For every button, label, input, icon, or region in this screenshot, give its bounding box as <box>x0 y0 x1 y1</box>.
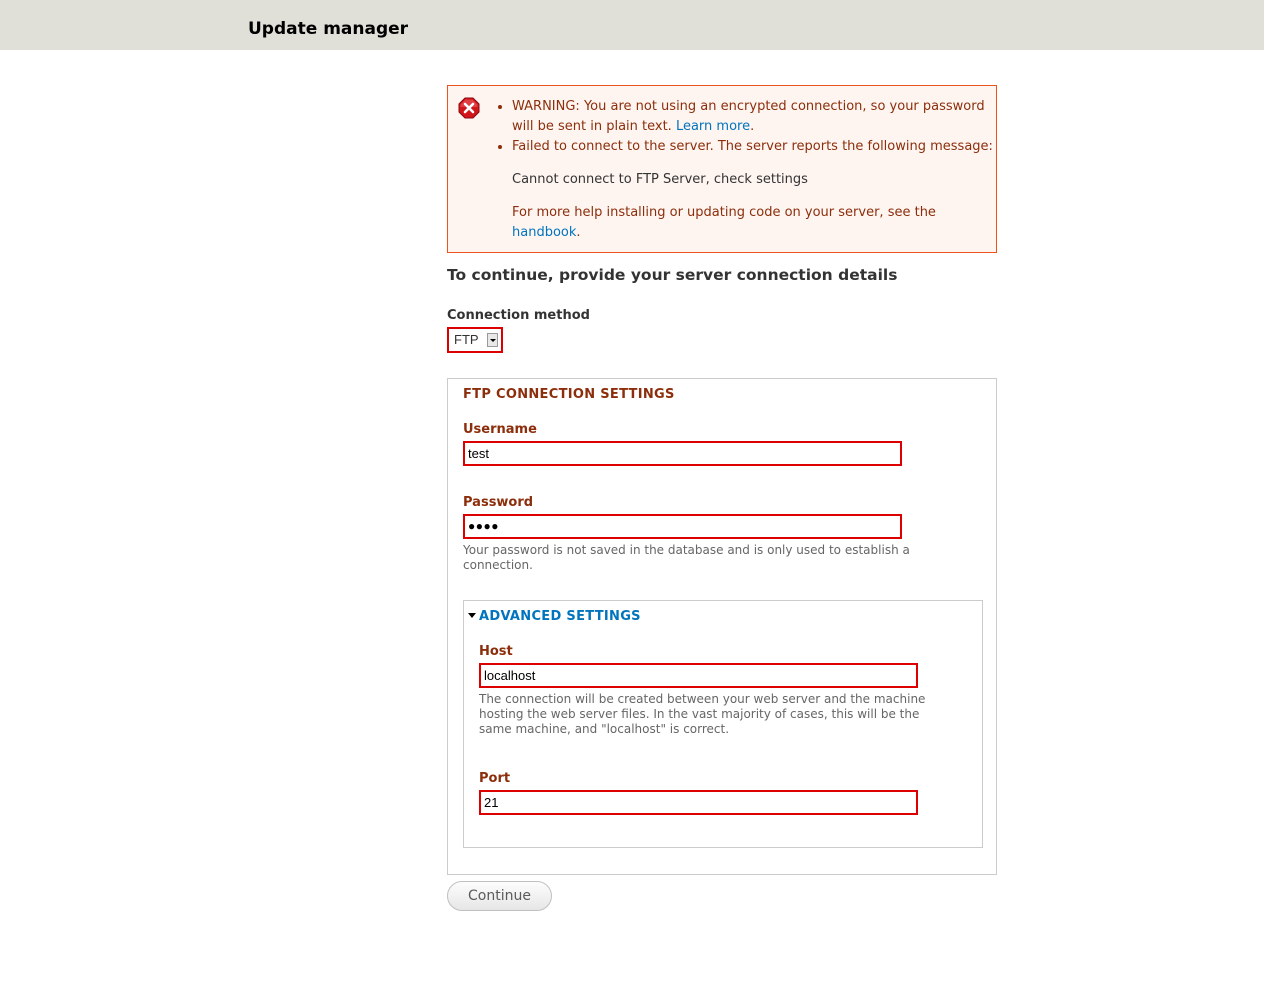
advanced-settings-toggle[interactable] <box>468 609 641 624</box>
host-label: Host <box>479 644 513 659</box>
failed-text: Failed to connect to the server. The server reports the following message: <box>512 139 993 154</box>
advanced-settings-legend: ADVANCED SETTINGS <box>479 609 641 624</box>
main-content <box>447 85 997 904</box>
password-description: Your password is not saved in the database and is only used to establish a connection. <box>463 543 910 572</box>
warning-text: WARNING: You are not using an encrypted connection, so your password will be sent in plain text. <box>512 99 985 134</box>
username-input[interactable]: test <box>463 441 902 466</box>
page-header <box>0 0 1264 50</box>
page-title: Update manager <box>248 19 409 39</box>
message-list <box>498 97 1002 243</box>
port-field <box>479 771 959 815</box>
ftp-settings-fieldset <box>447 378 997 875</box>
connection-method-label: Connection method <box>447 308 590 323</box>
triangle-down-icon <box>468 613 476 618</box>
port-label: Port <box>479 771 511 786</box>
handbook-link[interactable]: handbook <box>512 225 577 240</box>
host-description: The connection will be created between your web server and the machine hosting the web server files. In the vast majority of cases, this will be the same machine, and "localhost" is correct. <box>479 692 926 736</box>
server-message: Cannot connect to FTP Server, check settings <box>512 172 808 187</box>
host-field <box>479 644 959 737</box>
help-message: For more help installing or updating code on your server, see the handbook. <box>512 205 936 240</box>
error-messages <box>447 85 997 253</box>
chevron-down-icon <box>487 333 498 347</box>
form-heading: To continue, provide your server connection details <box>447 266 898 284</box>
connection-method-select[interactable] <box>447 327 503 353</box>
advanced-settings-fieldset <box>463 600 983 848</box>
warning-message: • WARNING: You are not using an encrypted connection, so your password will be sent in plain text. Learn more. <box>512 97 1002 137</box>
username-label: Username <box>463 422 537 437</box>
connection-method-value: FTP <box>454 332 479 347</box>
host-input[interactable]: localhost <box>479 663 918 688</box>
username-field <box>463 422 983 466</box>
password-field <box>463 495 983 573</box>
ftp-settings-legend: FTP CONNECTION SETTINGS <box>463 387 675 402</box>
failed-message <box>512 137 1002 243</box>
learn-more-link[interactable]: Learn more <box>675 119 751 134</box>
continue-button[interactable]: Continue <box>447 881 552 911</box>
help-text: For more help installing or updating code on your server, see the <box>512 205 936 220</box>
error-x-icon <box>458 97 480 119</box>
password-label: Password <box>463 495 534 510</box>
port-input[interactable]: 21 <box>479 790 918 815</box>
password-input[interactable]: ●●●● <box>463 514 902 539</box>
